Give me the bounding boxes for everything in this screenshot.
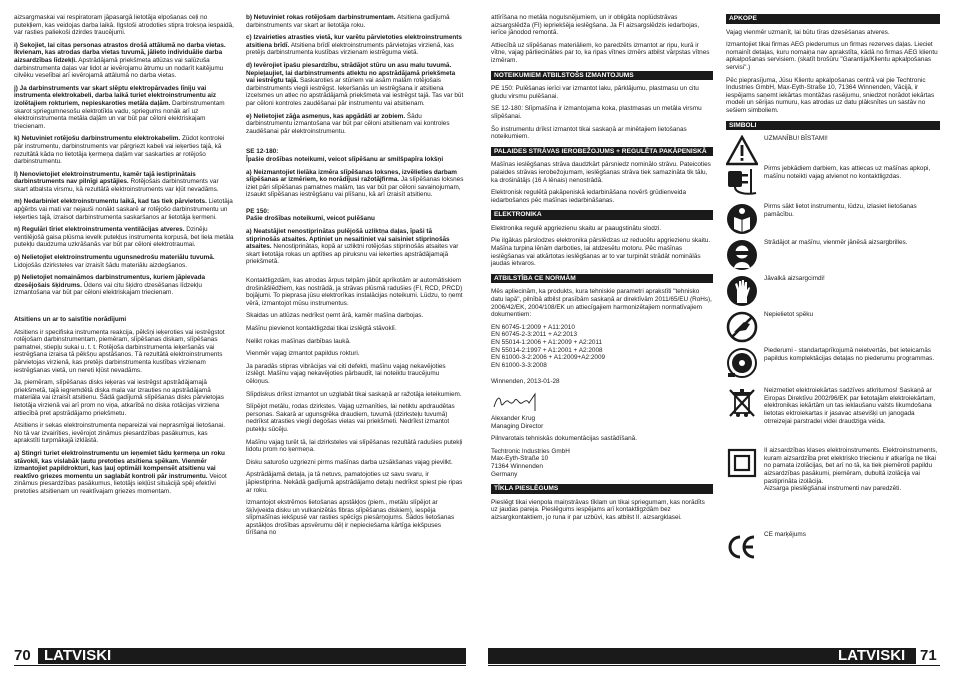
symbol-row-class2 xyxy=(726,447,940,527)
paragraph: Ja, piemēram, slīpēšanas disks ieķeras vai iestrēgst apstrādājamajā priekšmetā, tajā iegremdētā diska mala var izrauties no apstrādājamā materiāla vai izraisīt atsitienu. Šādā gadījumā slīpēšanas disks pārvietojas lietotāja virzienā vai arī prom no viņa, atkarībā no diska rotācijas virziena attiecībā pret apstrādājamo priekšmetu. xyxy=(14,379,224,417)
standards-list: EN 60745-1:2009 + A11:2010 EN 60745-2-3:2011 + A2:2013 EN 55014-1:2006 + A1:2009 + A2:2011 EN 55014-2:1997 + A1:2001 + A2:2008 EN 61000-3-2:2006 + A1:2009+A2:2009 EN 61000-3-3:2008 xyxy=(491,323,606,369)
paragraph: Elektronisk regulētā pakāpeniskā iedarbināšana novērš grūdienveida iedarbošanos pēc mašīnas iedarbināšanas. xyxy=(491,189,687,204)
symbol-label: II aizsardzības klases elektroinstruments. Elektroinstruments, kuram aizsardzība pret elektrisko triecienu ir atkarīga ne tikai no pamata izolācijas, bet arī no tā, ka tiek piemēroti papildu aizsardzības pasākumi, piemēram, dubultā izolācija vai pastiprināta izolācija. Aizsarga pieslēgšanai instrumenti nav paredzēti. xyxy=(764,447,938,493)
signer: Alexander Krug Managing Director xyxy=(491,414,544,430)
section-heading-electronics: ELEKTRONIKA xyxy=(491,210,713,220)
language-label: LATVISKI xyxy=(838,647,906,664)
column-1 xyxy=(14,14,234,500)
kickback-heading: Atsitiens un ar to saistītie norādījumi xyxy=(14,316,127,323)
ce-mark-icon xyxy=(726,531,758,563)
paragraph: Skaidas un atlūzas nedrīkst ņemt ārā, kamēr mašīna darbojas. xyxy=(246,312,424,320)
symbol-label: Nepielietot spēku xyxy=(764,311,814,319)
safety-rule-j: j) Ja darbinstruments var skart slēptu elektropārvades līniju vai instrumenta elektrokabeli, darba laikā turiet elektroinstrumentu aiz izolētajiem rokturiem, nepieskaroties metāla daļām. Darbinstrumentam skarot spriegumnesošu elektrotīkla vadu, spriegums nonāk arī uz elektroinstrumenta metāla daļām un var būt par cēloni elektriskajam triecienam. xyxy=(14,84,225,130)
symbol-row-ce xyxy=(726,531,940,563)
paragraph: Slīpējot metālu, rodas dzirkstes. Vajag uzmanīties, lai netiktu apdraudētas personas. Sakarā ar ugunsgrēka draudiem, tuvumā (dzirksteļu tuvumā) nedrīkst atrasties viegli degošas vielas vai priekšmeti. Nedrīkst izmantot putekļu sūcēju. xyxy=(246,403,455,433)
symbol-label: Pirms jebkādiem darbiem, kas attiecas uz mašīnas apkopi, mašīnu noteikti vajag atvienot no kontaktligzdas. xyxy=(764,165,931,180)
paragraph: Izmantojiet tikai firmas AEG piederumus un firmas rezerves daļas. Lieciet nomainīt detaļas, kuru nomaiņa nav aprakstīta, kādā no firmas AEG klientu apkalpošanas servisiem. (skatīt brošūru "Garantija/Klientu apkalpošanas servisi".) xyxy=(726,41,938,71)
language-label: LATVISKI xyxy=(44,647,112,664)
unplug-icon xyxy=(726,165,758,197)
page-number: 71 xyxy=(920,647,937,664)
paragraph: Disku saturošo uzgriezni pirms mašīnas darba uzsākšanas vajag pievilkt. xyxy=(246,458,453,466)
page-footer xyxy=(14,648,466,664)
symbol-row-accessory xyxy=(726,347,940,387)
paragraph: Pie ilgākas pārslodzes elektronika pārslēdzas uz reducētu apgriezienu skaitu. Mašīna turpina lēnām darboties, lai atdzesētu motoru. Pēc mašīnas ieslēgšanas vai atkārtotas ieslēgšanas ar to var turpināt strādāt nominālās jaudas ietvaros. xyxy=(491,237,711,268)
symbol-label: CE marķējums xyxy=(764,531,806,539)
symbol-row-unplug xyxy=(726,165,940,203)
symbol-label: Strādājot ar mašīnu, vienmēr jānēsā aizsargbrilles. xyxy=(764,239,908,247)
page-right xyxy=(477,0,954,677)
paragraph: Pilnvarotais tehniskās dokumentācijas sastādīšanā. xyxy=(491,435,637,443)
paragraph: Atsitiens ir sekas elektroinstrumenta nepareizai vai neprasmīgai lietošanai. No tā var izvairīties, ievērojot zināmus piesardzības pasākumus, kas aprakstīti turpmākajā izklāstā. xyxy=(14,422,225,445)
accessory-icon xyxy=(726,347,758,379)
kickback-rule-d: d) Ievērojiet īpašu piesardzību, strādājot stūru un asu malu tuvumā. Nepieļaujiet, lai darbinstruments atlektu no apstrādājamā priekšmeta vai iestrēgtu tajā. Saskaroties ar stūriem vai asām malām rotējošais darbinstruments viegli iestrēgst. Ieķeršanās un iestrēgšana ir atsitiena izcelsmes un atlec no apstrādājamā priekšmeta vai iestrēgst tajā. Tas var būt par cēloni kontroles zaudēšanai pār instrumentu vai atsitienam. xyxy=(246,61,464,107)
paragraph: Šo instrumentu drīkst izmantot tikai saskaņā ar minētajiem lietošanas noteikumiem. xyxy=(491,125,687,141)
no-force-icon xyxy=(726,311,758,343)
page-footer xyxy=(488,648,940,664)
symbol-label: UZMANĪBU! BĪSTAMI! xyxy=(764,135,828,143)
symbol-row-gloves xyxy=(726,275,940,311)
column-3 xyxy=(491,14,713,527)
symbol-label: Jāvalkā aizsargcimdi! xyxy=(764,275,825,283)
warning-triangle-icon xyxy=(726,135,758,167)
section-heading-intended-use: NOTEIKUMIEM ATBILSTOŠS IZMANTOJUMS xyxy=(491,71,713,81)
symbol-row-eye-protection xyxy=(726,239,940,275)
symbol-label: Piederumi - standartaprīkojumā neietvertās, bet ieteicamās papildus komplektācijas detaļas no piederumu programmas. xyxy=(764,347,935,362)
paragraph: Elektronika regulē apgriezienu skaitu ar paaugstinātu slodzi. xyxy=(491,224,662,232)
safety-rule-m: m) Nedarbiniet elektroinstrumentu laikā, kad tas tiek pārvietots. Lietotāja apģērbs vai mati var nejauši nonākt saskarē ar rotējošo darbinstrumentu un ieķerties tajā, izraisot darbinstrumenta saskaršanos ar lietotāja ķermeni. xyxy=(14,198,233,221)
paragraph: SE 12-180: Slīpmašīna ir izmantojama koka, plastmasas un metāla virsmu slīpēšanai. xyxy=(491,105,702,120)
column-2 xyxy=(246,14,464,542)
kickback-rule-b: b) Netuviniet rokas rotējošam darbinstrumentam. Atsitiena gadījumā darbinstruments var skart ar lietotāja roku. xyxy=(246,14,450,29)
paragraph: Mašīnu vajag turēt tā, lai dzirksteles vai slīpēšanas rezultātā radušies putekļi lidotu prom no ķermeņa. xyxy=(246,438,463,454)
eye-protection-icon xyxy=(726,239,758,271)
se-rule-a: a) Neizmantojiet lielāka izmēra slīpēšanas loksnes, izvēlieties darbam slīpēšanas ar izmēriem, ko norādījusi ražotājfirma. Ja slīpēšanas loksnes iziet pāri slīpēšanas pamatnes malām, tas var būt par cēloni savainojumam, izsaukt slīpēšanas iestrēgšanu vai plīšanu, kā arī izraisīt atsitienu. xyxy=(246,168,464,199)
paragraph: Ja paradās stipras vibrācijas vai citi defekti, mašīnu vajag nekavējoties izslēgt. Mašīnu vajag nekavējoties pārbaudīt, lai noteiktu traucējumu cēloņus. xyxy=(246,362,446,385)
paragraph: PE 150: Pulēšanas ierīci var izmantot laku, pārklājumu, plastmasu un citu gludu virsmu pulēšanai. xyxy=(491,85,699,100)
symbol-label: Pirms sākt lietot instrumentu, lūdzu, izlasiet lietošanas pamācību. xyxy=(764,203,917,218)
se-section: SE 12-180: Īpašie drošības noteikumi, veicot slīpēšanu ar smilšpapīra lokšņi xyxy=(246,148,444,163)
gloves-icon xyxy=(726,275,758,307)
address: Techtronic Industries GmbH Max-Eyth-Straße 10 71364 Winnenden Germany xyxy=(491,447,570,478)
kickback-rule-e: e) Nelietojiet zāģa asmeņus, kas apgādāti ar zobiem. Šādu darbinstrumentu izmantošana var būt par cēloni atsitienam vai kontroles zaudēšanai pār elektroinstrumentu. xyxy=(246,112,450,135)
symbol-label: Neizmetiet elektroiekārtas sadzīves atkritumos! Saskaņā ar Eiropas Direktīvu 2002/96/EK par lietotajām elektroiekārtam, elektronikas iekārtām un tas ieklaušanu valsts likumdošana lietotas ektroiekartas ir jasavac atsevišķi un janogada otrreizejai parstradei videi draudziga veida. xyxy=(764,387,936,425)
paragraph: Vienmēr vajag izmantot papildus rokturi. xyxy=(246,350,360,358)
section-heading-maintenance: APKOPE xyxy=(726,14,940,24)
safety-rule-p: p) Nelietojiet nomaināmos darbinstrumentus, kuriem jāpievada dzesējošais šķidrums. Ūdens vai citu šķidro dzesēšanas līdzekļu izmantošana var būt par cēloni elektriskajam triecienam. xyxy=(14,274,206,297)
footer-rule xyxy=(14,665,466,666)
section-heading-start-current: PALAIDES STRĀVAS IEROBEŽOJUMS + REGULĒTA PAKĀPENISKĀ xyxy=(491,147,713,157)
paragraph: Vajag vienmēr uzmanīt, lai būtu tīras dzesēšanas atveres. xyxy=(726,28,890,36)
place-date: Winnenden, 2013-01-28 xyxy=(491,378,560,386)
paragraph: Apstrādājamā detaļa, ja tā netuvs, pamatojoties uz savu svaru, ir jāpiestiprina. Nekādā gadījumā apstrādājamo detaļu nedrīkst spiest pie ripas ar roku. xyxy=(246,471,463,494)
safety-rule-o: o) Nelietojiet elektroinstrumentu ugunsnedrošu materiālu tuvumā. Lidojošās dzirksteles var izraisīt šādu materiālu aizdegšanos. xyxy=(14,254,215,269)
read-manual-icon xyxy=(726,203,758,235)
section-heading-symbols: SIMBOLI xyxy=(726,121,940,131)
safety-rule-i: i) Sekojiet, lai citas personas atrastos drošā attālumā no darba vietas. Ikvienam, kas atrodas darba vietas tuvumā, jālieto individuālie darba aizsardzības līdzekļi. Apstrādājamā priekšmeta atlūzas vai salūzuša darbinstrumenta daļas var lidot ar ievērojamu ātrumu un nodarīt kaitējumu cilvēku veselībai arī ievērojamā attālumā no darba vietas. xyxy=(14,41,226,80)
class-ii-double-square-icon xyxy=(726,447,758,479)
paragraph: aizsargmaskai vai respiratoram jāpasargā lietotāja elpošanas ceļi no putekļiem, kas veidojas darba laikā. Ilgstoši atrodoties stipra troksņa iespaidā, var rasties paliekoši dzirdes traucējumi. xyxy=(14,14,234,37)
paragraph: Pieslēgt tikai vienpola maiņstrāvas tīklam un tikai spriegumam, kas norādīts uz jaudas pareja. Pieslēgums iespējams arī kontaktligzdām bez aizsargkontaktiem, jo runa ir par uzbūvi, kas atbilst II. aizsargklasei. xyxy=(491,498,705,521)
safety-rule-l: l) Nenovietojiet elektroinstrumentu, kamēr tajā iestiprinātais darbinstruments nav pilnīgi apstājies. Rotējošais darbinstruments var skart atbalsta virsmu, kā rezultātā elektroinstruments var kļūt nevadāms. xyxy=(14,170,219,193)
page-number: 70 xyxy=(14,647,31,664)
paragraph: Atsitiens ir specifiska instrumenta reakcija, pēkšņi ieķeroties vai iestrēgstot rotējošam darbinstrumentam, piemēram, slīpēšanas diskam, slīpēšanas pamatnei, stiepļu sukai u. t. t. Rotējoša darbinstrumenta ieķeršanās vai iestrēgšana izraisa tā pēkšņu apstāšanos. Tā rezultātā elektroinstruments pārvietojas virzienā, kas pretējs darbinstrumenta kustības virzienam iestrēgšanas vietā, un nereti kļūst nevadāms. xyxy=(14,328,225,374)
kickback-rule-a: a) Stingri turiet elektroinstrumentu un ieņemiet tādu ķermeņa un roku stāvokli, kas vislabāk ļautu pretoties atsitiena spēkam. Vienmēr izmantojiet papildrokturi, kas ļauj optimāli kompensēt atsitienu vai reaktīvo griezes momentu un saglabāt kontroli pār instrumentu. Veicot zināmus piesardzības pasākumus, lietotājs iekļūst situācijā spēj efektīvi pretoties atsitienam un reaktīvajam griezes momentam. xyxy=(14,449,227,495)
paragraph: Kontaktligzdām, kas atrodas ārpus telpām jābūt aprīkotām ar automātiskiem drošināšlēdžiem, kas nostrādā, ja strāvas plūsmā radušies (FI, RCD, PRCD) bojājumi. To pieprasa jūsu elektrorīkas instalācijas noteikumi. Lūdzu, to ņemt vērā, izmantojot mūsu instrumentus. xyxy=(246,277,463,307)
signature-graphic xyxy=(491,391,551,413)
paragraph: Mašīnas ieslēgšanas strāva daudzkārt pārsniedz nominālo strāvu. Pateicoties palaides strāvas ierobežojumam, ieslēgšanas strāva tiek samazināta tik tālu, ka drošinātājs (16 A lēnais) nenostrādā. xyxy=(491,161,711,184)
section-heading-ce-conformity: ATBILSTĪBA CE NORMĀM xyxy=(491,274,713,284)
pe-rule-a: a) Neatstājiet nenostiprinātas pulējošā uzliktņa daļas, īpaši tā stiprinošās atsaites. Aptiniet un nesaitiniet vai saisiniet stiprinošās atsaites. Nenostiprinātas, kopā ar uzliktni rotējošas stiprinošās atsaites var skart lietotāja rokas un aptīties ap piruksnu vai iekerties apstrādājamajā priekšmetā. xyxy=(246,228,459,266)
paragraph: Attiecībā uz slīpēšanas materiāliem, ko paredzēts izmantot ar ripu, kurā ir vītne, vajag pārliecināties par to, ka ripas vītnes izmērs atbilst vārpstas vītnes izmēram. xyxy=(491,41,710,64)
section-heading-mains: TĪKLA PIESLĒGUMS xyxy=(491,484,713,494)
kickback-rule-c: c) Izvairieties atrasties vietā, kur varētu pārvietoties elektroinstruments atsitiena brīdī. Atsitiena brīdī elektroinstruments pārvietojas virzienā, kas pretējs darbinstrumenta kustības virzienam iestrēguma vietā. xyxy=(246,34,462,57)
symbol-row-no-force xyxy=(726,311,940,347)
paragraph: Izmantojot ekstrēmos lietošanas apstākļos (piem., metālu slīpējot ar šķīvjveida disku un vulkanizētās fibras slīpēšanas diskiem), iespēja slīpmašīnas iekšpusē var rasties spēcīgs piesārņojums. Šādos lietošanas apstākļos drošības apsvērumu dēļ ir nepieciešama kārtīga iekšpuses tīrīšana no xyxy=(246,499,455,537)
column-4 xyxy=(726,14,940,563)
symbol-row-warning xyxy=(726,135,940,165)
paragraph: Nelikt rokas mašīnas darbības laukā. xyxy=(246,337,351,345)
paragraph: Mēs apliecinām, ka produkts, kura tehniskie parametri aprakstīti "tehnisko datu lapā", pilnībā atbilst prasībām saskaņā ar direktīvām 2011/65/EU (RoHs), 2006/42/EK, 2004/108/EK un attiecīgajiem harmonizētajiem normatīvajiem dokumentiem: xyxy=(491,288,712,319)
safety-rule-n: n) Regulāri tīriet elektroinstrumenta ventilācijas atveres. Dzinēju ventilējošā gaisa plūsma ievelk putekļus instrumenta korpusā, bet liela metāla putekļu daudzuma uzkrāšanās var būt par cēloni elektrotraumai. xyxy=(14,226,234,249)
paragraph: attīrīšana no metāla nogulsnējumiem, un ir obligāta noplūdstrāvas aizsargslēdža (FI) iepriekšēja ieslēgšana. Ja FI aizsargslēdzis iedarbojas, ierīce jānodod remontā. xyxy=(491,14,700,37)
safety-rule-k: k) Netuviniet rotējošu darbinstrumentu elektrokabelim. Zūdot kontrolei pār instrumentu, darbinstruments var pārgriezt kabeli vai ieķerties tajā, kā rezultātā kāda no lietotāja ķermeņa daļām var saskarties ar rotējošo darbinstrumentu. xyxy=(14,135,225,166)
paragraph: Pēc pieprasījuma, Jūsu Klientu apkalpošanas centrā vai pie Techtronic Industries GmbH, Max-Eyth-Straße 10, 71364 Winnenden, Vācijā, ir iespējams saņemt iekārtas montāžas rasējumu, sniedzot norādot iekārtas modeli un sērijas numuru, kas atrodas uz datu plāksnītes un sastāv no sešiem simboliem. xyxy=(726,76,935,114)
pe-section: PE 150: Pašie drošības noteikumi, veicot pulēšanu xyxy=(246,207,375,223)
signature xyxy=(491,391,713,413)
paragraph: Slīpdiskus drīkst izmantot un uzglabāt tikai saskaņā ar ražotāja ieteikumiem. xyxy=(246,390,462,398)
symbol-row-manual xyxy=(726,203,940,239)
symbol-row-weee xyxy=(726,387,940,447)
footer-rule xyxy=(488,665,940,666)
paragraph: Mašīnu pievienot kontaktligzdai tikai izslēgtā stāvoklī. xyxy=(246,325,397,332)
weee-bin-icon xyxy=(726,387,758,419)
